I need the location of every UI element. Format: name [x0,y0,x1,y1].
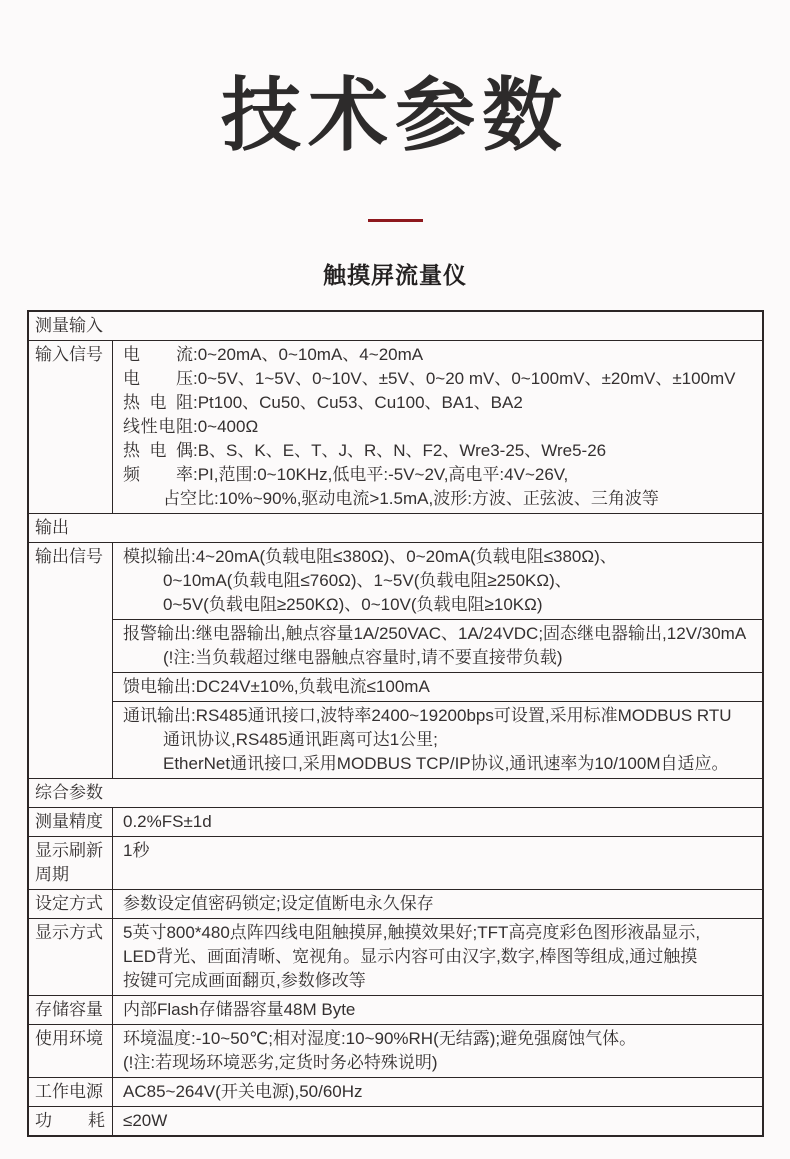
spec-group-feed-output [113,672,762,701]
spec-line-prefix: 电压 [123,369,193,388]
spec-content [113,1107,762,1135]
section-row-general-params: 综合参数 [29,778,762,807]
spec-line-prefix: 电流 [123,345,193,364]
spec-label [29,996,113,1024]
spec-line [123,675,756,699]
spec-content [113,890,762,918]
spec-line-text: 参数设定值密码锁定;设定值断电永久保存 [123,894,434,913]
spec-line-text: 5英寸800*480点阵四线电阻触摸屏,触摸效果好;TFT高亮度彩色图形液晶显示, [123,923,701,942]
spec-line [123,415,756,439]
spec-group [113,808,762,836]
spec-line-text: 占空比:10%~90%,驱动电流>1.5mA,波形:方波、正弦波、三角波等 [163,489,659,508]
spec-line [123,545,756,569]
spec-row-storage-capacity [29,995,762,1024]
spec-line [123,569,756,593]
spec-row-input-signal [29,340,762,513]
spec-label-text: 使用环境 [35,1029,103,1048]
spec-label-text: 功耗 [35,1111,105,1130]
spec-content [113,1025,762,1077]
spec-line-text: 1秒 [123,841,150,860]
spec-line [123,728,756,752]
spec-group [113,1107,762,1135]
spec-line-text: :0~5V、1~5V、0~10V、±5V、0~20 mV、0~100mV、±20mV、±100mV [193,369,736,388]
spec-line-text: (!注:当负载超过继电器触点容量时,请不要直接带负载) [163,648,563,667]
spec-content [113,996,762,1024]
spec-label [29,1107,113,1135]
spec-content [113,837,762,889]
spec-line-text: 模拟输出:4~20mA(负载电阻≤380Ω)、0~20mA(负载电阻≤380Ω)、 [123,547,617,566]
spec-line-text: :PI,范围:0~10KHz,低电平:-5V~2V,高电平:4V~26V, [193,465,569,484]
spec-line-prefix: 热电偶 [123,441,193,460]
spec-line-text: EtherNet通讯接口,采用MODBUS TCP/IP协议,通讯速率为10/100M自适应。 [163,754,729,773]
spec-label [29,341,113,513]
spec-label-text: 输入信号 [35,345,103,364]
spec-line-text: :Pt100、Cu50、Cu53、Cu100、BA1、BA2 [193,393,523,412]
spec-line-prefix: 线性电阻 [123,417,193,436]
spec-line [123,998,756,1022]
spec-label [29,919,113,995]
spec-line [123,622,756,646]
spec-line-text: (!注:若现场环境恶劣,定货时务必特殊说明) [123,1053,438,1072]
spec-line [123,646,756,670]
spec-line [123,704,756,728]
spec-line [123,343,756,367]
page-title: 技术参数 [221,71,569,160]
spec-line-text: 环境温度:-10~50℃;相对湿度:10~90%RH(无结露);避免强腐蚀气体。 [123,1029,637,1048]
spec-line [123,969,756,993]
spec-line-text: AC85~264V(开关电源),50/60Hz [123,1082,363,1101]
spec-line-prefix: 频率 [123,465,193,484]
spec-line [123,463,756,487]
spec-line-text: 0.2%FS±1d [123,812,212,831]
spec-line-text: 内部Flash存储器容量48M Byte [123,1000,356,1019]
spec-line-text: 通讯协议,RS485通讯距离可达1公里; [163,730,438,749]
spec-label [29,890,113,918]
spec-line [123,593,756,617]
spec-line [123,892,756,916]
spec-group [113,890,762,918]
spec-content [113,543,762,778]
spec-label [29,1025,113,1077]
spec-line [123,1051,756,1075]
spec-label-text: 显示方式 [35,923,103,942]
spec-line-text: 报警输出:继电器输出,触点容量1A/250VAC、1A/24VDC;固态继电器输出,12V/30mA [123,624,747,643]
spec-label-text: 测量精度 [35,812,103,831]
section-row-measurement-input: 测量输入 [35,316,103,335]
spec-row-power-supply [29,1077,762,1106]
spec-line-text: 按键可完成画面翻页,参数修改等 [123,971,366,990]
spec-content [113,1078,762,1106]
spec-group [113,996,762,1024]
spec-line-text: ≤20W [123,1111,168,1130]
spec-label [29,808,113,836]
product-subtitle: 触摸屏流量仪 [323,262,467,288]
spec-label [29,1078,113,1106]
spec-line-text: 0~5V(负载电阻≥250KΩ)、0~10V(负载电阻≥10KΩ) [163,595,543,614]
spec-line-prefix: 热电阻 [123,393,193,412]
spec-line-text: :B、S、K、E、T、J、R、N、F2、Wre3-25、Wre5-26 [193,441,607,460]
spec-content [113,808,762,836]
spec-label [29,837,113,889]
spec-group [113,1025,762,1077]
spec-row-environment [29,1024,762,1077]
spec-line-text: 0~10mA(负载电阻≤760Ω)、1~5V(负载电阻≥250KΩ)、 [163,571,572,590]
spec-line-text: 通讯输出:RS485通讯接口,波特率2400~19200bps可设置,采用标准MODBUS RTU [123,706,732,725]
spec-group-alarm-output [113,619,762,672]
spec-group-comm-output [113,701,762,778]
spec-label-text: 输出信号 [35,547,103,566]
spec-line-text: 馈电输出:DC24V±10%,负载电流≤100mA [123,677,430,696]
spec-row-power-consumption [29,1106,762,1135]
spec-group [113,1078,762,1106]
section-row-output: 输出 [29,513,762,542]
spec-line [123,945,756,969]
spec-content [113,341,762,513]
spec-row-output-signal [29,542,762,778]
spec-line-text: :0~400Ω [193,417,259,436]
spec-line [123,1027,756,1051]
spec-label [29,543,113,778]
spec-line [123,810,756,834]
spec-line-text: LED背光、画面清晰、宽视角。显示内容可由汉字,数字,棒图等组成,通过触摸 [123,947,698,966]
spec-line [123,752,756,776]
spec-line [123,367,756,391]
spec-label-text: 存储容量 [35,1000,103,1019]
spec-line [123,839,756,863]
spec-line [123,391,756,415]
spec-line [123,1080,756,1104]
spec-row-display-method [29,918,762,995]
spec-line [123,487,756,511]
spec-line [123,1109,756,1133]
spec-row-setting-method [29,889,762,918]
spec-line-text: :0~20mA、0~10mA、4~20mA [193,345,424,364]
spec-row-accuracy [29,807,762,836]
spec-content [113,919,762,995]
spec-label-text: 设定方式 [35,894,103,913]
spec-group [113,919,762,995]
title-divider [368,219,423,222]
spec-group [113,837,762,865]
spec-label-text: 显示刷新周期 [35,841,103,884]
spec-table [27,310,764,1137]
spec-row-refresh-period [29,836,762,889]
spec-label-text: 工作电源 [35,1082,103,1101]
spec-group [113,341,762,513]
spec-line [123,921,756,945]
spec-group-analog-output [113,543,762,619]
spec-line [123,439,756,463]
